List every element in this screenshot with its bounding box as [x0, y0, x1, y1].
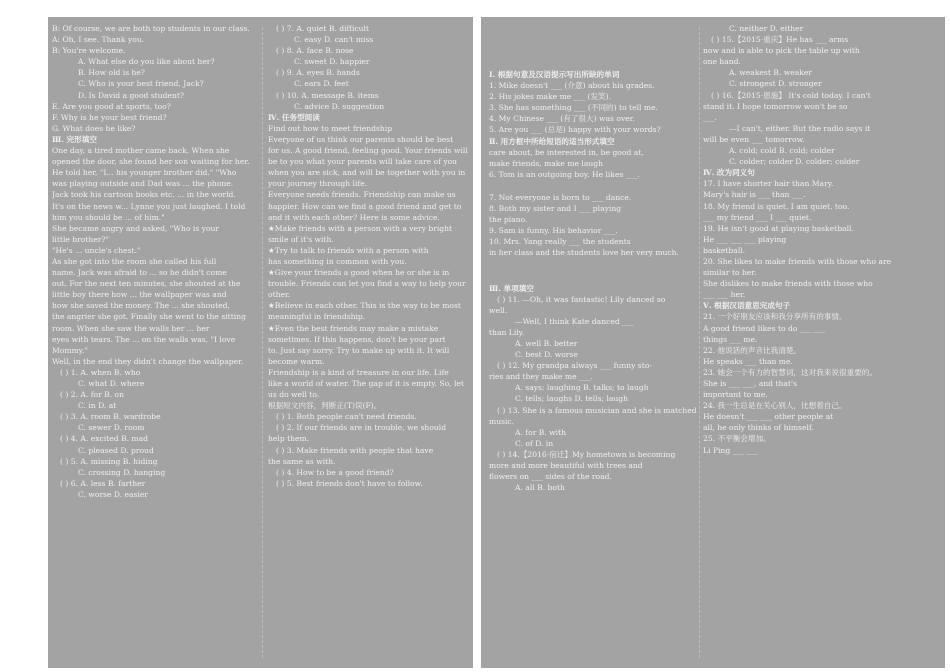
text-line: She became angry and asked, "Who is your — [52, 223, 220, 233]
text-line: Ⅱ. 用方框中所给短语的适当形式填空 — [489, 136, 615, 146]
text-line: little brother?" — [52, 234, 109, 244]
text-line: ( ) 7. A. quiet B. difficult — [276, 24, 370, 33]
text-line: ( ) 2. If our friends are in trouble, we should — [276, 423, 447, 433]
text-line: similar to her. — [703, 268, 757, 278]
text-line: 8. Both my sister and I ___ playing — [489, 204, 622, 214]
text-line: 22. 他说话的声音比我清楚。 — [703, 345, 802, 355]
text-line: ( ) 1. Both people can't need friends. — [276, 412, 417, 422]
text-line: make friends, make me laugh — [489, 158, 604, 168]
text-line: ( ) 12. My grandpa always ___ funny sto- — [497, 361, 652, 371]
text-line: Everyone of us think our parents should be best — [268, 134, 454, 144]
text-line: ( ) 8. A. face B. nose — [276, 46, 354, 56]
text-line: room. When she saw the walls her ... her — [52, 323, 210, 333]
text-line: ( ) 6. A. less B. farther — [60, 478, 146, 488]
text-line: 18. My friend is quiet. I am quiet, too. — [703, 201, 850, 211]
text-line: 2. His jokes make me ___ (发笑). — [489, 92, 612, 102]
text-line: ( ) 4. How to be a good friend? — [276, 467, 394, 477]
text-line: Li Ping ___ ___ — [703, 445, 758, 455]
text-line: out. For the next ten minutes, she shouted at the — [52, 279, 241, 289]
text-line: Ⅳ. 改为同义句 — [703, 168, 755, 178]
column-divider — [699, 27, 700, 658]
text-line: how she saved the money. The ... she shouted, — [52, 301, 230, 311]
text-line: ★Make friends with a person with a very bright — [268, 223, 453, 233]
text-line: in her class and the students love her very much. — [489, 248, 679, 258]
text-line: —I can't, either. But the radio says it — [729, 123, 871, 133]
text-line: than Lily. — [489, 327, 525, 337]
text-line: ( ) 3. Make friends with people that have — [276, 445, 434, 455]
text-line: 25. 不平衡会增加。 — [703, 434, 771, 444]
text-line: happier. How can we find a good friend and get to — [268, 201, 462, 211]
text-line: ( ) 16.【2015·恩施】 It's cold today. I can't — [711, 90, 871, 100]
text-line: more and more beautiful with trees and — [489, 461, 643, 470]
text-line: Friendship is a kind of treasure in our life. Life — [268, 367, 449, 377]
text-line: ries and they make me ___. — [489, 372, 593, 382]
text-line: has something in common with you. — [268, 256, 407, 266]
text-line: well. — [489, 305, 508, 315]
text-line: Ⅰ. 根据句意及汉语提示写出所缺的单词 — [489, 70, 620, 79]
column-divider — [262, 27, 263, 658]
text-line: Ⅳ. 任务型阅读 — [268, 112, 320, 122]
text-line: He doesn't ___ ___ other people at — [703, 412, 834, 422]
text-line: He told her, "I... his younger brother did." "Who — [52, 168, 237, 178]
text-line — [489, 259, 699, 271]
text-line: ( ) 10. A. message B. items — [276, 90, 379, 100]
text-line: ( ) 5. Best friends don't have to follow. — [276, 478, 423, 488]
text-line: ★Try to talk to friends with a person with — [268, 245, 429, 255]
text-line: flowers on ___ sides of the road. — [489, 472, 612, 482]
text-line: little boy there how ... the wallpaper was and — [52, 290, 227, 300]
text-line: 4. My Chinese ___ (有了很大) was over. — [489, 114, 635, 124]
text-line: C. pleased D. proud — [78, 445, 154, 455]
text-line: basketball. — [703, 245, 746, 255]
text-line: him you should be ... of him." — [52, 212, 165, 222]
text-line: ( ) 15.【2015·重庆】He has ___ arms — [711, 35, 849, 45]
text-line: ( ) 1. A. when B. who — [60, 367, 141, 377]
text-line: C. colder; colder D. colder; colder — [729, 157, 860, 167]
text-line: ___ ___ her. — [703, 290, 746, 300]
text-line: your journey through life. — [268, 179, 368, 189]
text-line — [489, 180, 699, 192]
text-line: A good friend likes to do ___ ___ — [703, 323, 826, 333]
text-line: ★Even the best friends may make a mistake — [268, 323, 439, 333]
text-line: C. of D. in — [515, 438, 554, 448]
text-line: B: You're welcome. — [52, 46, 126, 56]
text-line: It's on the news w... Lynne you just laughed. I told — [52, 201, 246, 211]
text-line: 7. Not everyone is born to ___ dance. — [489, 192, 632, 202]
text-line: the piano. — [489, 215, 528, 225]
text-line: C. tells; laughs D. tells; laugh — [515, 394, 629, 404]
text-line: Jack took his cartoon books etc. ... in the world. — [52, 190, 236, 200]
text-line: important to me. — [703, 390, 768, 400]
right-page-column-2 — [703, 23, 941, 456]
text-line: ( ) 5. A. missing B. hiding — [60, 456, 158, 466]
text-line: the angrier she got. Finally she went to the sitting — [52, 312, 246, 322]
text-line: will be even ___ tomorrow. — [703, 134, 805, 144]
text-line: ★Give your friends a good when he or she is in — [268, 268, 450, 278]
text-line: ( ) 13. She is a famous musician and she is matched — [497, 405, 697, 415]
right-page-scan — [481, 17, 945, 668]
text-line: for us. A good friend, feeling good. Your friends will — [268, 146, 468, 156]
text-line: C. Who is your best friend, Jack? — [78, 79, 204, 89]
text-line — [489, 271, 699, 283]
text-line: A: Oh, I see. Thank you. — [52, 35, 145, 45]
text-line: "He's ... uncle's chest." — [52, 245, 141, 255]
text-line: ( ) 14.【2016·宿迁】My hometown is becoming — [497, 449, 676, 459]
text-line: Ⅴ. 根据汉语意思完成句子 — [703, 301, 791, 311]
text-line: C. best D. worse — [515, 350, 578, 360]
text-line: ★Believe in each other. This is the way to be most — [268, 301, 461, 311]
text-line: He ___ ___ ___ playing — [703, 234, 787, 244]
right-page-column-1 — [489, 69, 699, 493]
text-line: He speaks ___ than me. — [703, 356, 793, 366]
text-line: E. Are you good at sports, too? — [52, 101, 171, 111]
text-line: A. cold; cold B. cold; colder — [729, 146, 835, 156]
text-line: A. weakest B. weaker — [729, 68, 812, 78]
text-line: other. — [268, 290, 291, 300]
text-line: C. advice D. suggestion — [294, 101, 385, 111]
text-line: all, he only thinks of himself. — [703, 423, 814, 433]
text-line: 根据短文内容，判断正(T)误(F)。 — [268, 401, 382, 411]
text-line: name. Jack was afraid to ... so he didn't come — [52, 268, 227, 278]
text-line: C. strongest D. stronger — [729, 79, 822, 89]
text-line: G. What does he like? — [52, 123, 136, 133]
text-line: ( ) 2. A. for B. on — [60, 390, 125, 400]
text-line: be to you what your parents will take care of you — [268, 157, 458, 167]
text-line: music. — [489, 416, 515, 426]
text-line: 5. Are you ___ (总是) happy with your words? — [489, 125, 661, 135]
text-line: 10. Mrs. Yang really ___ the students — [489, 237, 631, 247]
text-line: ___. — [703, 112, 717, 122]
text-line: to. Just say sorry. Try to make up with it. It will — [268, 345, 450, 355]
text-line: D. Is David a good student? — [78, 90, 184, 100]
text-line: when you are sick, and will be together with you in — [268, 168, 466, 178]
text-line: things ___ me. — [703, 334, 758, 344]
text-line: and it with each other? Here is some advice. — [268, 212, 440, 222]
text-line: 1. Mike doesn't ___ (介意) about his grades. — [489, 81, 655, 91]
text-line: —Well, I think Kate danced ___ — [515, 316, 634, 326]
left-page-column-1 — [52, 23, 260, 500]
text-line: C. sewer D. room — [78, 423, 145, 433]
text-line: meaningful in friendship. — [268, 312, 366, 322]
text-line: C. crossing D. hanging — [78, 467, 166, 477]
text-line: F. Why is he your best friend? — [52, 112, 167, 122]
left-page-scan — [48, 17, 473, 668]
text-line: C. neither D. either — [729, 24, 804, 33]
text-line: C. worse D. easier — [78, 489, 148, 499]
text-line: like a world of water. The gap of it is empty. So, let — [268, 379, 464, 388]
text-line: us do well to. — [268, 390, 320, 400]
text-line: Ⅲ. 单项填空 — [489, 283, 534, 293]
text-line: Find out how to meet friendship — [268, 123, 393, 133]
text-line: A. says; laughing B. talks; to laugh — [515, 383, 649, 393]
text-line: 19. He isn't good at playing basketball. — [703, 223, 854, 233]
text-line: the same as with. — [268, 456, 336, 466]
text-line: She dislikes to make friends with those who — [703, 279, 873, 289]
text-line: 3. She has something ___ (不同的) to tell me. — [489, 103, 658, 113]
text-line: ( ) 3. A. room B. wardrobe — [60, 412, 161, 422]
text-line: A. for B. with — [515, 427, 567, 437]
text-line: opened the door, she found her son waiting for her. — [52, 157, 250, 167]
text-line: 9. Sam is funny. His behavior ___. — [489, 226, 618, 236]
text-line: Mary's hair is ___ than ___. — [703, 190, 806, 200]
text-line: ( ) 9. A. eyes B. hands — [276, 68, 360, 78]
text-line: B: Of course, we are both top students in our class. — [52, 24, 250, 33]
text-line: 23. 她会一个有力的智慧词，这对我来说很重要的。 — [703, 367, 877, 377]
text-line: She is ___ ___, and that's — [703, 379, 797, 388]
text-line: trouble. Friends can let you find a way to help your — [268, 279, 466, 289]
text-line: C. sweet D. happier — [294, 57, 370, 67]
text-line: 6. Tom is an outgoing boy. He likes ___. — [489, 169, 640, 179]
text-line: Mommy." — [52, 345, 88, 355]
text-line: A. well B. better — [515, 338, 578, 348]
text-line: sometimes. If this happens, don't be your part — [268, 334, 446, 344]
text-line: A. What else do you like about her? — [78, 57, 215, 67]
text-line: As she got into the room she called his full — [52, 256, 217, 266]
text-line: now and is able to pick the table up with — [703, 46, 860, 56]
text-line: B. How old is he? — [78, 68, 145, 78]
text-line: stand it. I hope tomorrow won't be so — [703, 101, 848, 111]
text-line: one hand. — [703, 57, 741, 67]
text-line: ___ my friend ___ I ___ quiet. — [703, 212, 812, 222]
text-line: One day, a tired mother came back. When she — [52, 146, 230, 156]
text-line: 17. I have shorter hair than Mary. — [703, 179, 834, 189]
text-line: A. all B. both — [515, 483, 565, 493]
text-line: was playing outside and Dad was ... the phone. — [52, 179, 234, 189]
text-line: Ⅲ. 完形填空 — [52, 134, 97, 144]
text-line: smile of it's with. — [268, 234, 334, 244]
text-line: become warm. — [268, 356, 325, 366]
text-line: ( ) 4. A. excited B. mad — [60, 434, 148, 444]
text-line: Well, in the end they didn't change the wallpaper. — [52, 356, 244, 366]
text-line: eyes with tears. The ... on the walls was, "I love — [52, 334, 236, 344]
text-line: ( ) 11. —Oh, it was fantastic! Lily danced so — [497, 294, 666, 304]
text-line: help them. — [268, 434, 310, 444]
text-line: C. ears D. feet — [294, 79, 349, 89]
text-line: Everyone needs friends. Friendship can make us — [268, 190, 456, 200]
text-line: 24. 我一生总是在关心别人，比想着自己。 — [703, 401, 847, 411]
left-page-column-2 — [268, 23, 468, 489]
text-line: C. easy D. can't miss — [294, 35, 374, 45]
text-line: C. in D. at — [78, 401, 117, 411]
text-line: C. what D. where — [78, 379, 145, 388]
text-line: care about, be interested in, be good at, — [489, 147, 644, 157]
text-line: 20. She likes to make friends with those who are — [703, 256, 892, 266]
text-line: 21. 一个好朋友应该和我分享所有的事情。 — [703, 312, 847, 322]
